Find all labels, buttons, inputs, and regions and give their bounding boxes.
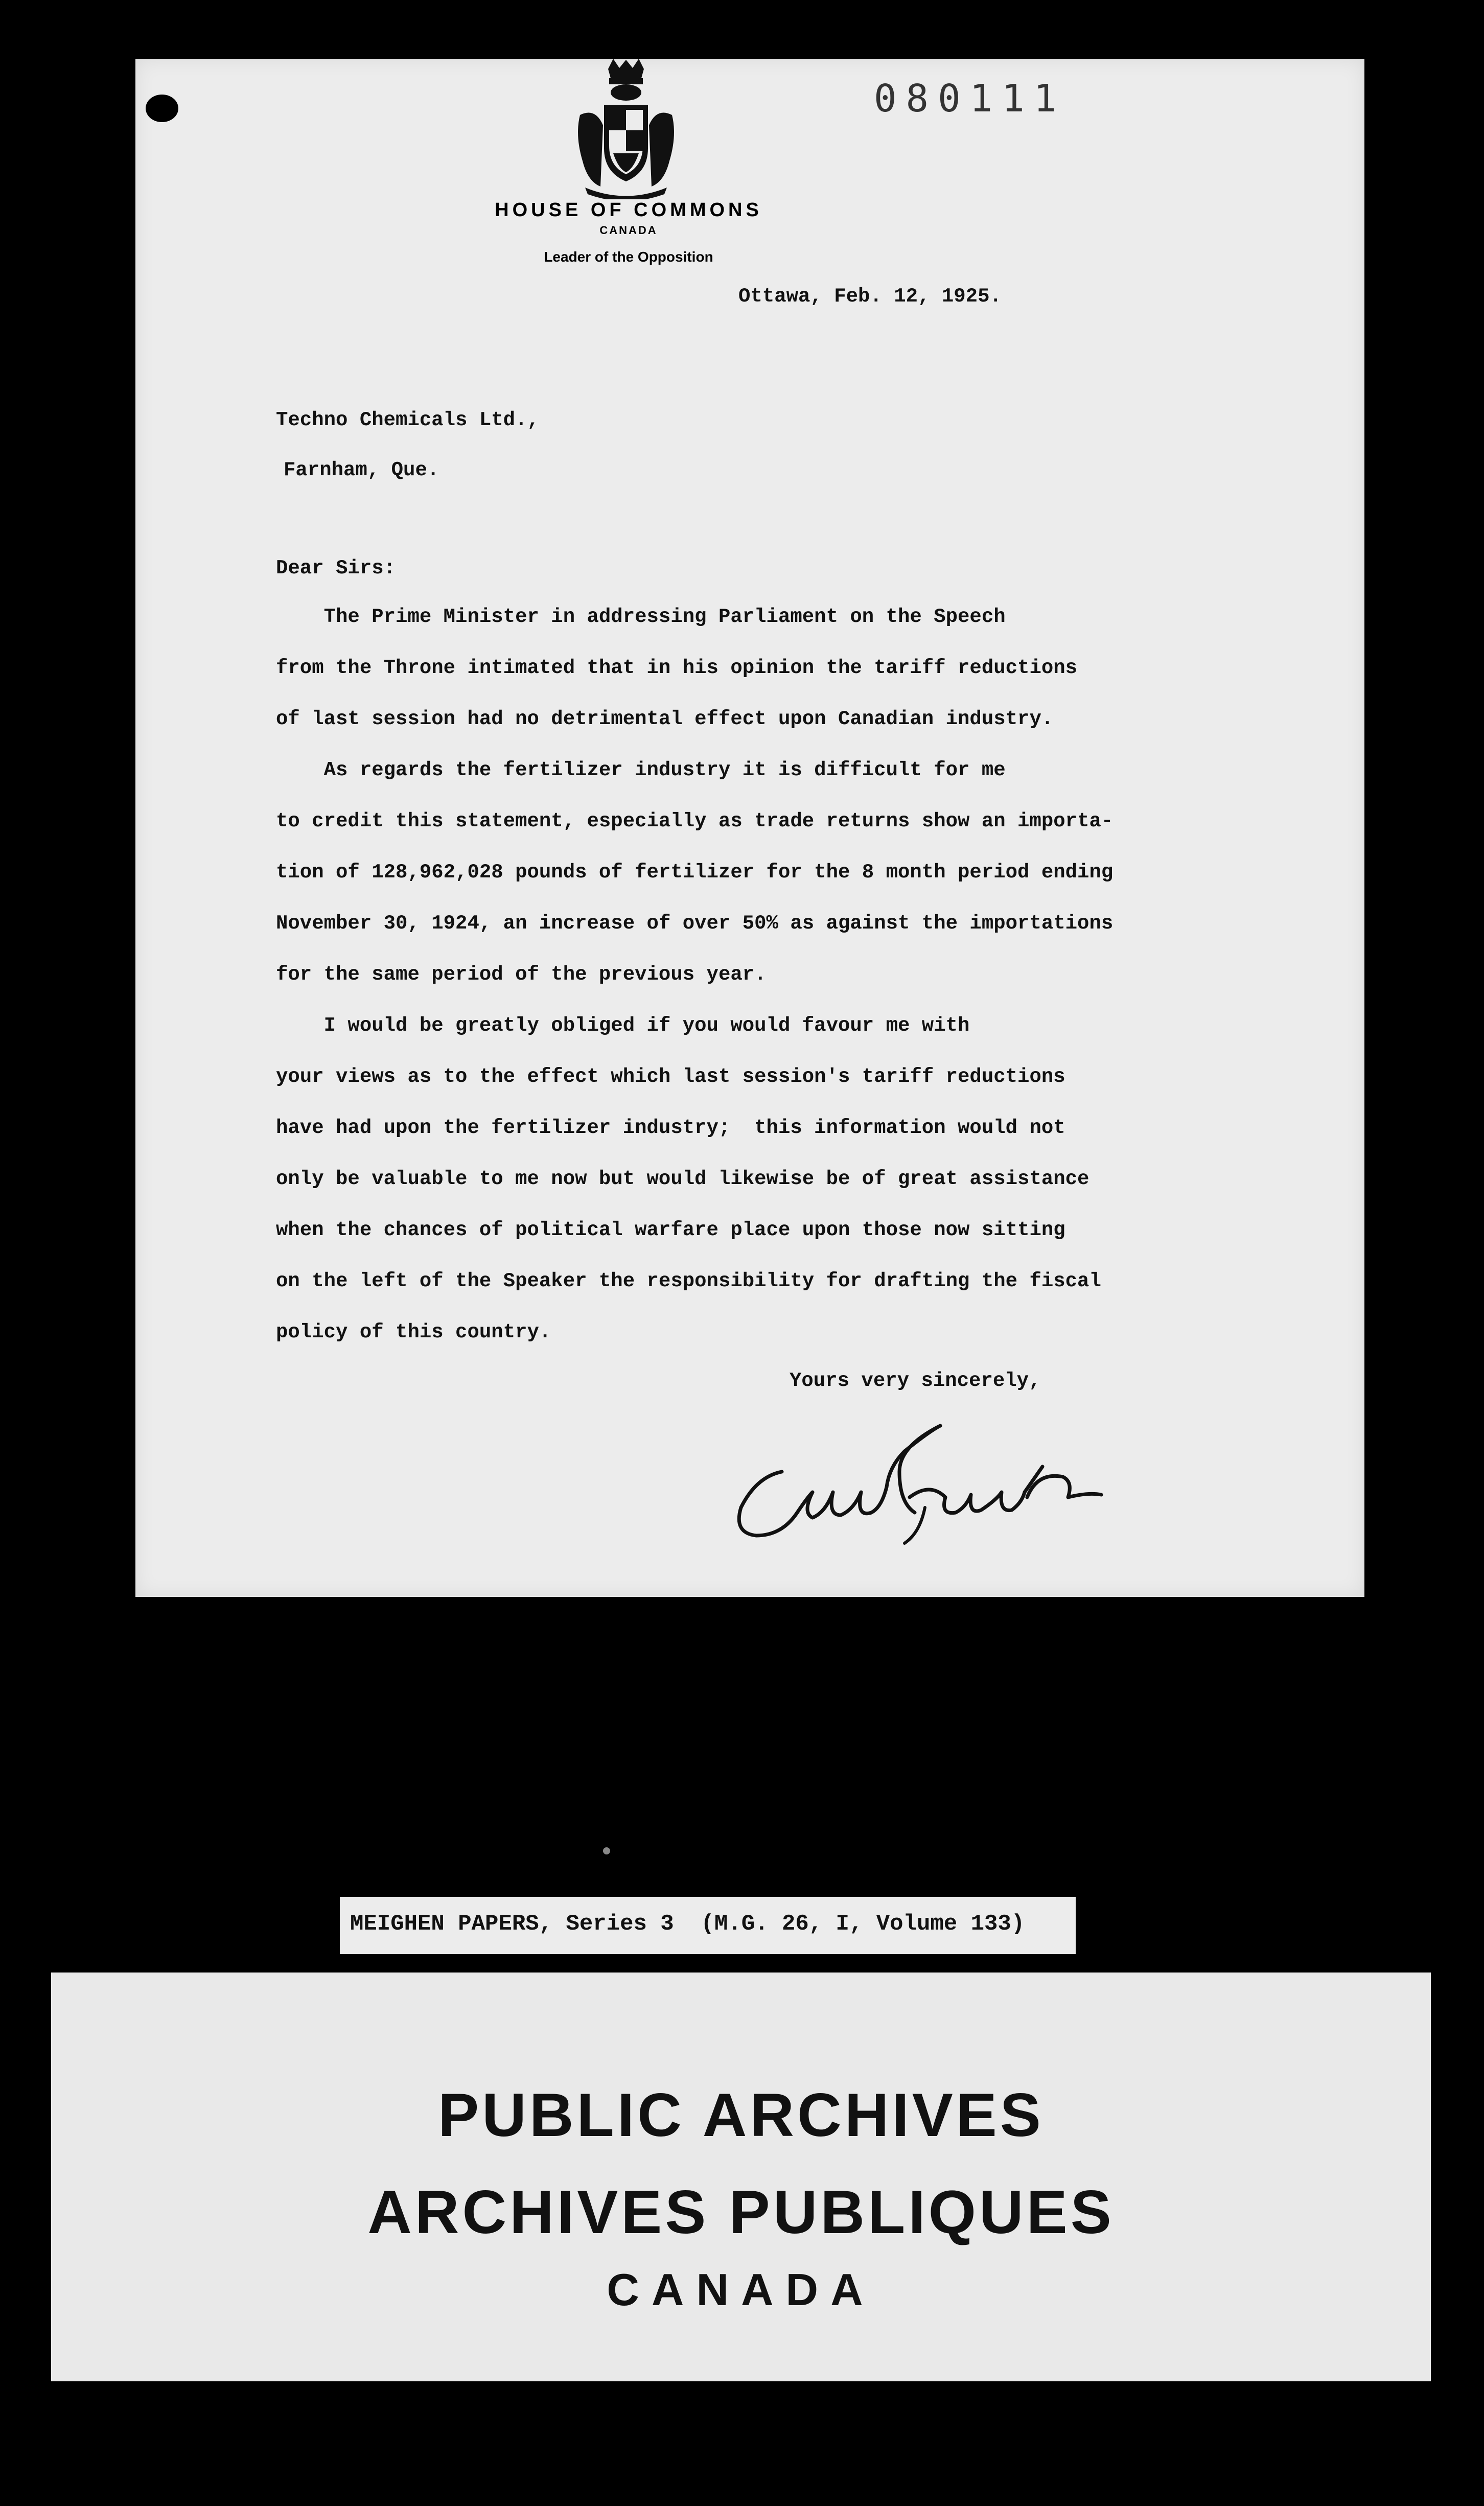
body-line: for the same period of the previous year. [276, 963, 767, 986]
letterhead-institution: HOUSE OF COMMONS [495, 199, 762, 221]
body-line: to credit this statement, especially as trade returns show an importa- [276, 810, 1114, 832]
recipient-place: Farnham, Que. [284, 459, 439, 481]
body-line: have had upon the fertilizer industry; this information would not [276, 1117, 1065, 1139]
archives-panel [51, 1973, 1431, 2381]
letterhead-office: Leader of the Opposition [544, 249, 713, 265]
body-line: tion of 128,962,028 pounds of fertilizer for the 8 month period ending [276, 861, 1114, 884]
handwritten-signature [736, 1410, 1104, 1553]
body-line: when the chances of political warfare place upon those now sitting [276, 1219, 1065, 1241]
salutation: Dear Sirs: [276, 557, 396, 579]
dust-speck [603, 1847, 610, 1854]
collection-label-text: MEIGHEN PAPERS, Series 3 (M.G. 26, I, Volume 133) [350, 1911, 1025, 1937]
coat-of-arms-icon [572, 59, 680, 199]
letterhead-country: CANADA [599, 224, 658, 237]
collection-label [340, 1897, 1076, 1954]
body-line: November 30, 1924, an increase of over 50% as against the importations [276, 912, 1114, 935]
letter-date: Ottawa, Feb. 12, 1925. [738, 285, 1002, 308]
archives-country: CANADA [607, 2264, 875, 2315]
archives-title-french: ARCHIVES PUBLIQUES [367, 2178, 1115, 2246]
body-line: of last session had no detrimental effect upon Canadian industry. [276, 708, 1054, 730]
body-line: your views as to the effect which last session's tariff reductions [276, 1065, 1065, 1088]
punch-hole-mark [146, 95, 178, 122]
body-line: from the Throne intimated that in his opinion the tariff reductions [276, 657, 1078, 679]
archives-title-english: PUBLIC ARCHIVES [438, 2081, 1044, 2149]
body-line: policy of this country. [276, 1321, 551, 1343]
recipient-name: Techno Chemicals Ltd., [276, 409, 539, 431]
body-line: The Prime Minister in addressing Parliament on the Speech [276, 606, 1006, 628]
document-number: 080111 [874, 77, 1066, 121]
body-line: As regards the fertilizer industry it is difficult for me [276, 759, 1006, 781]
body-line: I would be greatly obliged if you would favour me with [276, 1014, 970, 1037]
body-line: only be valuable to me now but would likewise be of great assistance [276, 1168, 1089, 1190]
closing: Yours very sincerely, [790, 1370, 1041, 1392]
body-line: on the left of the Speaker the responsibility for drafting the fiscal [276, 1270, 1101, 1292]
